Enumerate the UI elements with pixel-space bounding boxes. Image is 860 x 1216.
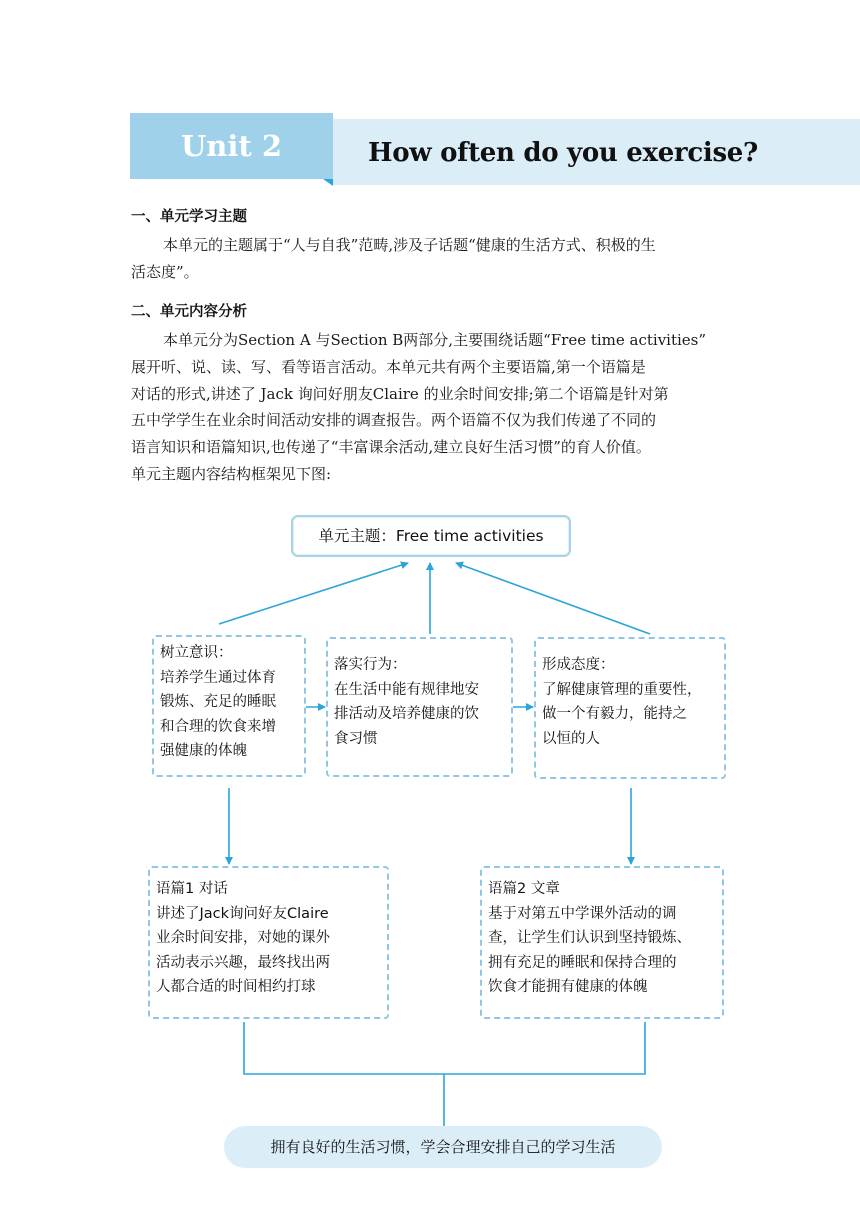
box-attitude-line: 以恒的人 <box>542 730 600 747</box>
section1-heading: 一、单元学习主题 <box>131 209 247 225</box>
box-awareness-line: 培养学生通过体育 <box>160 669 276 686</box>
section2-line: 语言知识和语篇知识,也传递了“丰富课余活动,建立良好生活习惯”的育人价值。 <box>131 438 651 457</box>
box-text2-line: 查，让学生们认识到坚持锻炼、 <box>488 930 691 946</box>
unit-tab <box>130 113 333 179</box>
bracket-to-summary <box>244 1022 645 1074</box>
box-text1-dialogue <box>148 866 389 1019</box>
box-text2-line: 拥有充足的睡眠和保持合理的 <box>488 954 677 971</box>
box-text1-title: 语篇1 对话 <box>156 881 228 897</box>
box-text2-article <box>480 866 724 1019</box>
arrow-awareness-to-theme <box>219 563 408 624</box>
box-awareness <box>152 635 306 777</box>
tab-corner-decoration <box>323 179 333 186</box>
page-title: How often do you exercise? <box>368 138 758 168</box>
section2-heading: 二、单元内容分析 <box>131 304 247 320</box>
box-attitude-title: 形成态度： <box>542 657 615 673</box>
section2-line: 单元主题内容结构框架见下图: <box>131 464 332 483</box>
box-text1-line: 讲述了Jack询问好友Claire <box>156 905 329 922</box>
box-attitude <box>534 637 726 779</box>
box-text2-line: 基于对第五中学课外活动的调 <box>488 905 677 922</box>
box-action-line: 食习惯 <box>334 730 378 747</box>
box-action-title: 落实行为： <box>334 657 407 673</box>
box-text1-line: 人都合适的时间相约打球 <box>156 979 316 995</box>
section2-line: 五中学学生在业余时间活动安排的调查报告。两个语篇不仅为我们传递了不同的 <box>131 411 657 430</box>
section1-line: 活态度”。 <box>131 262 199 281</box>
box-awareness-line: 强健康的体魄 <box>160 743 247 759</box>
box-text1-line: 活动表示兴趣，最终找出两 <box>156 954 330 971</box>
section2-line: 本单元分为Section A 与Section B两部分,主要围绕话题“Free time activities” <box>163 331 707 349</box>
box-text2-title: 语篇2 文章 <box>488 881 560 897</box>
section1-line: 本单元的主题属于“人与自我”范畴,涉及子话题“健康的生活方式、积极的生 <box>163 236 656 254</box>
section1-paragraph <box>131 232 729 286</box>
box-awareness-line: 和合理的饮食来增 <box>160 718 276 735</box>
box-attitude-line: 了解健康管理的重要性， <box>542 681 702 698</box>
box-awareness-title: 树立意识： <box>160 645 233 661</box>
summary-pill: 拥有良好的生活习惯，学会合理安排自己的学习生活 <box>224 1126 662 1168</box>
box-action <box>326 637 513 777</box>
unit-label: Unit 2 <box>180 129 283 163</box>
box-action-line: 排活动及培养健康的饮 <box>334 706 479 722</box>
title-bar <box>333 119 860 185</box>
box-attitude-line: 做一个有毅力，能持之 <box>542 706 687 722</box>
arrow-attitude-to-theme <box>456 563 650 634</box>
section2-line: 对话的形式,讲述了 Jack 询问好朋友Claire 的业余时间安排;第二个语篇是针对第 <box>131 384 669 403</box>
box-text1-line: 业余时间安排，对她的课外 <box>156 930 330 946</box>
unit-theme-box: 单元主题：Free time activities <box>291 515 571 557</box>
section2-line: 展开听、说、读、写、看等语言活动。本单元共有两个主要语篇,第一个语篇是 <box>131 357 646 376</box>
box-text2-line: 饮食才能拥有健康的体魄 <box>488 979 648 995</box>
section2-paragraph <box>131 327 729 488</box>
box-awareness-line: 锻炼、充足的睡眠 <box>160 694 276 710</box>
box-action-line: 在生活中能有规律地安 <box>334 681 479 698</box>
